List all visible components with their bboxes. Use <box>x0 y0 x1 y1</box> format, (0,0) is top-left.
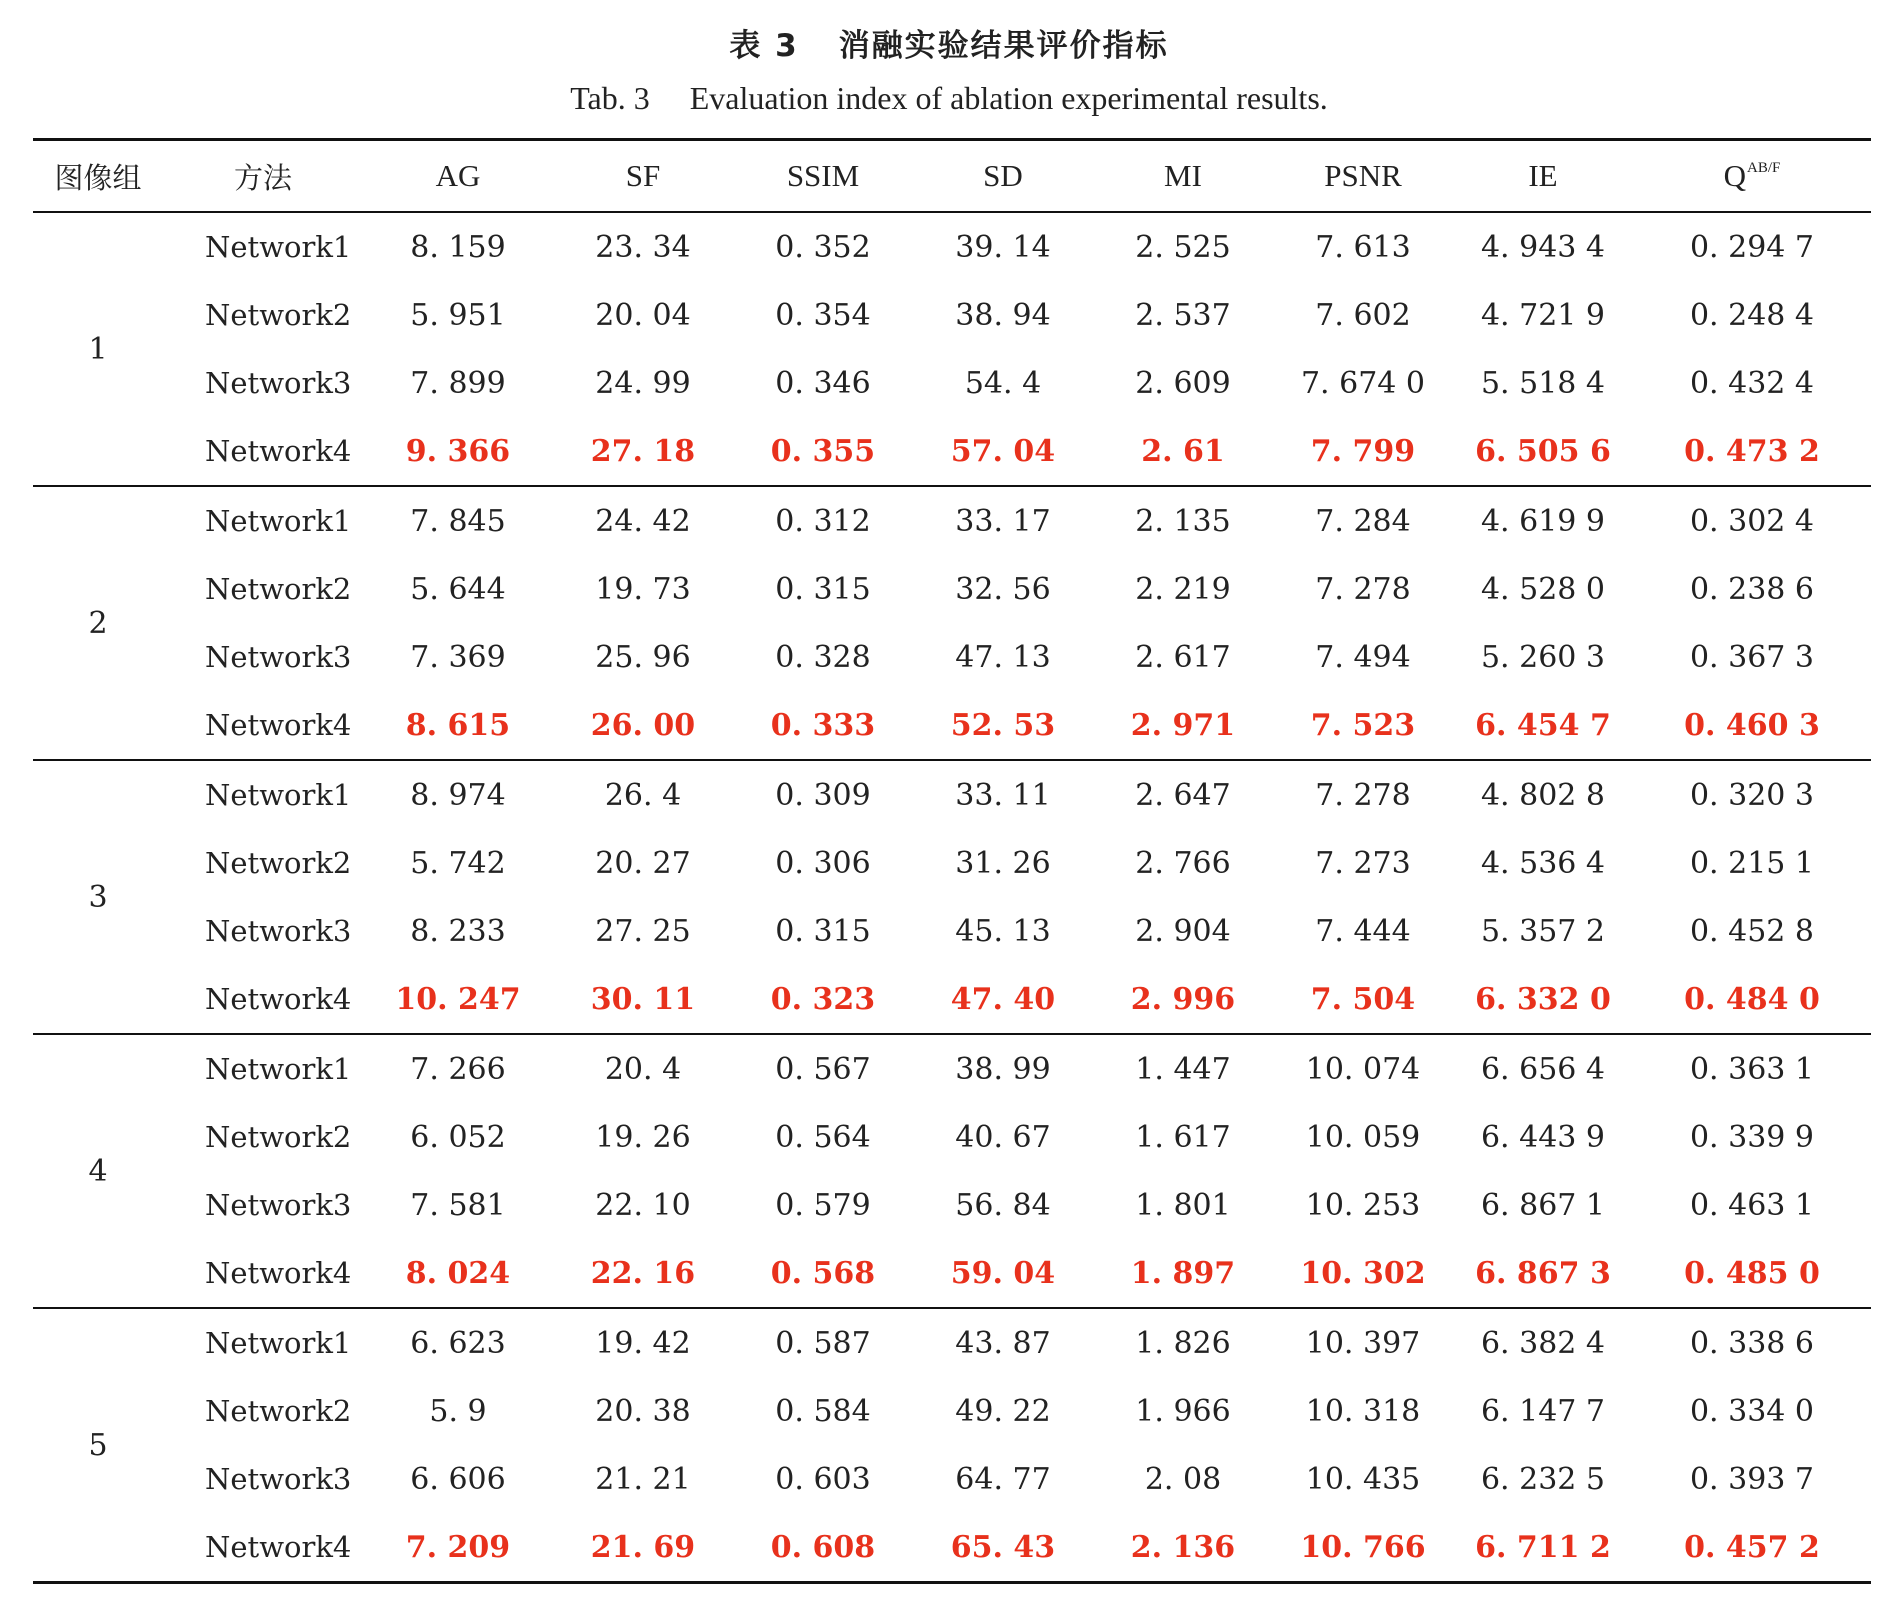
value-cell-sf: 24. 42 <box>595 503 691 539</box>
value-cell-psnr: 10. 253 <box>1305 1187 1421 1223</box>
table-row <box>33 965 1871 1034</box>
value-cell-ssim: 0. 315 <box>775 913 871 949</box>
method-cell: Network4 <box>205 1256 352 1290</box>
value-cell-ie: 6. 443 9 <box>1480 1119 1606 1155</box>
value-cell-psnr: 10. 397 <box>1305 1325 1421 1361</box>
value-cell-sf: 22. 10 <box>595 1187 691 1223</box>
value-cell-sd: 43. 87 <box>955 1325 1051 1361</box>
table-caption-en <box>0 80 1898 117</box>
value-cell-sf: 26. 00 <box>590 707 696 743</box>
value-cell-sd: 47. 40 <box>950 981 1056 1017</box>
value-cell-sf: 20. 4 <box>604 1051 682 1087</box>
value-cell-ssim: 0. 352 <box>775 229 871 265</box>
value-cell-ie: 4. 802 8 <box>1480 777 1606 813</box>
value-cell-sf: 26. 4 <box>604 777 682 813</box>
value-cell-psnr: 7. 602 <box>1315 297 1411 333</box>
value-cell-sf: 19. 42 <box>595 1325 691 1361</box>
table-row <box>33 1445 1871 1513</box>
value-cell-sf: 19. 73 <box>595 571 691 607</box>
value-cell-ssim: 0. 306 <box>775 845 871 881</box>
value-cell-q: 0. 452 8 <box>1689 913 1815 949</box>
value-cell-psnr: 10. 766 <box>1300 1529 1426 1565</box>
value-cell-ag: 5. 9 <box>429 1393 487 1429</box>
method-cell: Network2 <box>205 1120 352 1154</box>
value-cell-sf: 21. 21 <box>595 1461 691 1497</box>
value-cell-sf: 25. 96 <box>595 639 691 675</box>
value-cell-ssim: 0. 564 <box>775 1119 871 1155</box>
value-cell-ssim: 0. 608 <box>770 1529 876 1565</box>
value-cell-mi: 2. 537 <box>1135 297 1231 333</box>
value-cell-sf: 23. 34 <box>595 229 691 265</box>
group-number-cell: 2 <box>88 605 108 641</box>
value-cell-ag: 5. 742 <box>410 845 506 881</box>
value-cell-mi: 2. 61 <box>1141 433 1225 469</box>
value-cell-ag: 10. 247 <box>395 981 521 1017</box>
value-cell-ssim: 0. 567 <box>775 1051 871 1087</box>
value-cell-ssim: 0. 312 <box>775 503 871 539</box>
value-cell-ie: 4. 943 4 <box>1480 229 1606 265</box>
method-cell: Network3 <box>205 640 352 674</box>
value-cell-psnr: 7. 284 <box>1315 503 1411 539</box>
value-cell-psnr: 10. 318 <box>1305 1393 1421 1429</box>
method-cell: Network2 <box>205 1394 352 1428</box>
value-cell-ie: 4. 721 9 <box>1480 297 1606 333</box>
value-cell-sd: 52. 53 <box>950 707 1056 743</box>
value-cell-psnr: 7. 799 <box>1310 433 1416 469</box>
table-number-en: Tab. 3 <box>570 80 650 116</box>
group-block <box>33 1034 1871 1308</box>
table-row <box>33 1308 1871 1377</box>
value-cell-sd: 64. 77 <box>955 1461 1051 1497</box>
value-cell-ssim: 0. 354 <box>775 297 871 333</box>
value-cell-q: 0. 339 9 <box>1689 1119 1815 1155</box>
value-cell-sf: 24. 99 <box>595 365 691 401</box>
value-cell-q: 0. 367 3 <box>1689 639 1815 675</box>
value-cell-ssim: 0. 587 <box>775 1325 871 1361</box>
header-ssim: SSIM <box>786 158 860 193</box>
method-cell: Network4 <box>205 708 352 742</box>
value-cell-ssim: 0. 355 <box>770 433 876 469</box>
header-sd: SD <box>983 158 1023 193</box>
header-ie: IE <box>1528 158 1558 193</box>
value-cell-sd: 49. 22 <box>955 1393 1051 1429</box>
value-cell-q: 0. 215 1 <box>1689 845 1815 881</box>
value-cell-psnr: 7. 494 <box>1315 639 1411 675</box>
table-row <box>33 212 1871 281</box>
value-cell-psnr: 10. 074 <box>1305 1051 1421 1087</box>
table-row <box>33 760 1871 829</box>
value-cell-ie: 5. 518 4 <box>1480 365 1606 401</box>
value-cell-q: 0. 457 2 <box>1684 1529 1820 1565</box>
value-cell-mi: 2. 996 <box>1130 981 1236 1017</box>
table-row <box>33 1034 1871 1103</box>
value-cell-psnr: 7. 444 <box>1315 913 1411 949</box>
group-number-cell: 3 <box>88 879 108 915</box>
value-cell-psnr: 7. 674 0 <box>1300 365 1426 401</box>
value-cell-ie: 6. 454 7 <box>1475 707 1611 743</box>
value-cell-psnr: 7. 523 <box>1310 707 1416 743</box>
table-row <box>33 691 1871 760</box>
value-cell-mi: 2. 219 <box>1135 571 1231 607</box>
method-cell: Network3 <box>205 366 352 400</box>
value-cell-ie: 6. 711 2 <box>1475 1529 1611 1565</box>
value-cell-ssim: 0. 584 <box>775 1393 871 1429</box>
value-cell-sf: 22. 16 <box>590 1255 696 1291</box>
header-row <box>33 140 1871 213</box>
value-cell-ie: 4. 536 4 <box>1480 845 1606 881</box>
value-cell-ag: 7. 845 <box>410 503 506 539</box>
group-number-cell: 1 <box>88 331 108 367</box>
method-cell: Network1 <box>205 230 352 264</box>
value-cell-sd: 38. 99 <box>955 1051 1051 1087</box>
value-cell-sd: 45. 13 <box>955 913 1051 949</box>
table-row <box>33 1239 1871 1308</box>
value-cell-mi: 2. 904 <box>1135 913 1231 949</box>
value-cell-mi: 2. 08 <box>1144 1461 1222 1497</box>
value-cell-ag: 7. 581 <box>410 1187 506 1223</box>
value-cell-q: 0. 460 3 <box>1684 707 1820 743</box>
value-cell-ag: 8. 233 <box>410 913 506 949</box>
group-block <box>33 486 1871 760</box>
value-cell-mi: 2. 647 <box>1135 777 1231 813</box>
value-cell-mi: 2. 135 <box>1135 503 1231 539</box>
value-cell-mi: 2. 971 <box>1130 707 1236 743</box>
value-cell-ag: 7. 369 <box>410 639 506 675</box>
table-row <box>33 1377 1871 1445</box>
value-cell-ag: 8. 159 <box>410 229 506 265</box>
value-cell-q: 0. 294 7 <box>1689 229 1815 265</box>
value-cell-psnr: 10. 302 <box>1300 1255 1426 1291</box>
header-q-superscript: AB/F <box>1747 160 1781 176</box>
header-ag: AG <box>435 158 481 193</box>
value-cell-ie: 6. 505 6 <box>1475 433 1611 469</box>
value-cell-ssim: 0. 315 <box>775 571 871 607</box>
value-cell-q: 0. 463 1 <box>1689 1187 1815 1223</box>
value-cell-ie: 6. 232 5 <box>1480 1461 1606 1497</box>
table-row <box>33 1103 1871 1171</box>
value-cell-ie: 6. 147 7 <box>1480 1393 1606 1429</box>
value-cell-mi: 2. 766 <box>1135 845 1231 881</box>
value-cell-sf: 19. 26 <box>595 1119 691 1155</box>
value-cell-ag: 6. 623 <box>410 1325 506 1361</box>
value-cell-ag: 7. 266 <box>410 1051 506 1087</box>
table-row <box>33 555 1871 623</box>
header-q <box>1633 140 1871 213</box>
group-block <box>33 212 1871 486</box>
value-cell-psnr: 7. 273 <box>1315 845 1411 881</box>
value-cell-psnr: 7. 278 <box>1315 571 1411 607</box>
value-cell-ssim: 0. 333 <box>770 707 876 743</box>
value-cell-ssim: 0. 603 <box>775 1461 871 1497</box>
header-mi: MI <box>1164 158 1202 193</box>
value-cell-q: 0. 473 2 <box>1684 433 1820 469</box>
value-cell-q: 0. 320 3 <box>1689 777 1815 813</box>
value-cell-sf: 20. 04 <box>595 297 691 333</box>
value-cell-q: 0. 338 6 <box>1689 1325 1815 1361</box>
value-cell-ag: 6. 052 <box>410 1119 506 1155</box>
table-title-en: Evaluation index of ablation experimental results. <box>689 80 1328 116</box>
value-cell-sd: 39. 14 <box>955 229 1051 265</box>
group-block <box>33 1308 1871 1583</box>
value-cell-sd: 31. 26 <box>955 845 1051 881</box>
method-cell: Network2 <box>205 298 352 332</box>
value-cell-sf: 20. 38 <box>595 1393 691 1429</box>
value-cell-sd: 38. 94 <box>955 297 1051 333</box>
value-cell-mi: 1. 826 <box>1135 1325 1231 1361</box>
value-cell-ag: 5. 951 <box>410 297 506 333</box>
value-cell-ssim: 0. 346 <box>775 365 871 401</box>
table-row <box>33 486 1871 555</box>
value-cell-sd: 40. 67 <box>955 1119 1051 1155</box>
method-cell: Network3 <box>205 914 352 948</box>
value-cell-ag: 7. 209 <box>405 1529 511 1565</box>
value-cell-ie: 6. 332 0 <box>1475 981 1611 1017</box>
value-cell-sf: 20. 27 <box>595 845 691 881</box>
table-row <box>33 897 1871 965</box>
value-cell-mi: 2. 136 <box>1130 1529 1236 1565</box>
value-cell-q: 0. 432 4 <box>1689 365 1815 401</box>
value-cell-ssim: 0. 328 <box>775 639 871 675</box>
table-number-zh: 表 3 <box>729 28 799 64</box>
value-cell-sd: 32. 56 <box>955 571 1051 607</box>
value-cell-sd: 57. 04 <box>950 433 1056 469</box>
table-caption-zh <box>0 20 1898 65</box>
value-cell-ie: 5. 260 3 <box>1480 639 1606 675</box>
value-cell-q: 0. 248 4 <box>1689 297 1815 333</box>
value-cell-q: 0. 238 6 <box>1689 571 1815 607</box>
value-cell-mi: 1. 897 <box>1130 1255 1236 1291</box>
value-cell-mi: 1. 617 <box>1135 1119 1231 1155</box>
value-cell-sd: 33. 17 <box>955 503 1051 539</box>
value-cell-ie: 6. 382 4 <box>1480 1325 1606 1361</box>
table-row <box>33 281 1871 349</box>
header-sf: SF <box>625 158 661 193</box>
table-row <box>33 349 1871 417</box>
value-cell-sd: 65. 43 <box>950 1529 1056 1565</box>
method-cell: Network4 <box>205 982 352 1016</box>
value-cell-ie: 6. 867 3 <box>1475 1255 1611 1291</box>
value-cell-ag: 5. 644 <box>410 571 506 607</box>
value-cell-ie: 6. 656 4 <box>1480 1051 1606 1087</box>
header-q-base: Q <box>1723 158 1747 193</box>
method-cell: Network1 <box>205 1326 352 1360</box>
value-cell-mi: 1. 801 <box>1135 1187 1231 1223</box>
value-cell-mi: 1. 447 <box>1135 1051 1231 1087</box>
table-row <box>33 623 1871 691</box>
value-cell-psnr: 7. 613 <box>1315 229 1411 265</box>
group-number-cell: 5 <box>88 1427 108 1463</box>
value-cell-psnr: 7. 504 <box>1310 981 1416 1017</box>
value-cell-ie: 5. 357 2 <box>1480 913 1606 949</box>
table-row <box>33 1513 1871 1583</box>
header-method: 方法 <box>233 160 292 195</box>
table-row <box>33 417 1871 486</box>
value-cell-ag: 8. 024 <box>405 1255 511 1291</box>
method-cell: Network1 <box>205 778 352 812</box>
value-cell-mi: 2. 617 <box>1135 639 1231 675</box>
value-cell-q: 0. 484 0 <box>1684 981 1820 1017</box>
method-cell: Network3 <box>205 1462 352 1496</box>
value-cell-sd: 47. 13 <box>955 639 1051 675</box>
method-cell: Network2 <box>205 846 352 880</box>
value-cell-ssim: 0. 568 <box>770 1255 876 1291</box>
value-cell-ag: 7. 899 <box>410 365 506 401</box>
method-cell: Network4 <box>205 1530 352 1564</box>
method-cell: Network2 <box>205 572 352 606</box>
table-row <box>33 829 1871 897</box>
value-cell-q: 0. 334 0 <box>1689 1393 1815 1429</box>
value-cell-sf: 27. 18 <box>590 433 696 469</box>
results-table <box>33 138 1871 1584</box>
table-row <box>33 1171 1871 1239</box>
value-cell-sd: 59. 04 <box>950 1255 1056 1291</box>
value-cell-ssim: 0. 579 <box>775 1187 871 1223</box>
value-cell-q: 0. 363 1 <box>1689 1051 1815 1087</box>
value-cell-q: 0. 485 0 <box>1684 1255 1820 1291</box>
value-cell-ssim: 0. 309 <box>775 777 871 813</box>
header-psnr: PSNR <box>1324 158 1402 193</box>
value-cell-ie: 4. 528 0 <box>1480 571 1606 607</box>
value-cell-sf: 27. 25 <box>595 913 691 949</box>
value-cell-psnr: 10. 435 <box>1305 1461 1421 1497</box>
value-cell-ag: 6. 606 <box>410 1461 506 1497</box>
value-cell-ag: 8. 974 <box>410 777 506 813</box>
header-group: 图像组 <box>54 160 142 195</box>
value-cell-sd: 54. 4 <box>964 365 1042 401</box>
value-cell-ie: 6. 867 1 <box>1480 1187 1606 1223</box>
value-cell-psnr: 10. 059 <box>1305 1119 1421 1155</box>
value-cell-sf: 21. 69 <box>590 1529 696 1565</box>
method-cell: Network1 <box>205 1052 352 1086</box>
method-cell: Network4 <box>205 434 352 468</box>
value-cell-mi: 2. 609 <box>1135 365 1231 401</box>
value-cell-ag: 9. 366 <box>405 433 511 469</box>
value-cell-mi: 2. 525 <box>1135 229 1231 265</box>
value-cell-ag: 8. 615 <box>405 707 511 743</box>
value-cell-psnr: 7. 278 <box>1315 777 1411 813</box>
value-cell-sf: 30. 11 <box>590 981 696 1017</box>
value-cell-sd: 56. 84 <box>955 1187 1051 1223</box>
group-number-cell: 4 <box>88 1153 108 1189</box>
value-cell-sd: 33. 11 <box>955 777 1051 813</box>
method-cell: Network1 <box>205 504 352 538</box>
value-cell-mi: 1. 966 <box>1135 1393 1231 1429</box>
value-cell-q: 0. 302 4 <box>1689 503 1815 539</box>
group-block <box>33 760 1871 1034</box>
value-cell-ssim: 0. 323 <box>770 981 876 1017</box>
value-cell-ie: 4. 619 9 <box>1480 503 1606 539</box>
method-cell: Network3 <box>205 1188 352 1222</box>
table-title-zh: 消融实验结果评价指标 <box>838 28 1169 64</box>
value-cell-q: 0. 393 7 <box>1689 1461 1815 1497</box>
